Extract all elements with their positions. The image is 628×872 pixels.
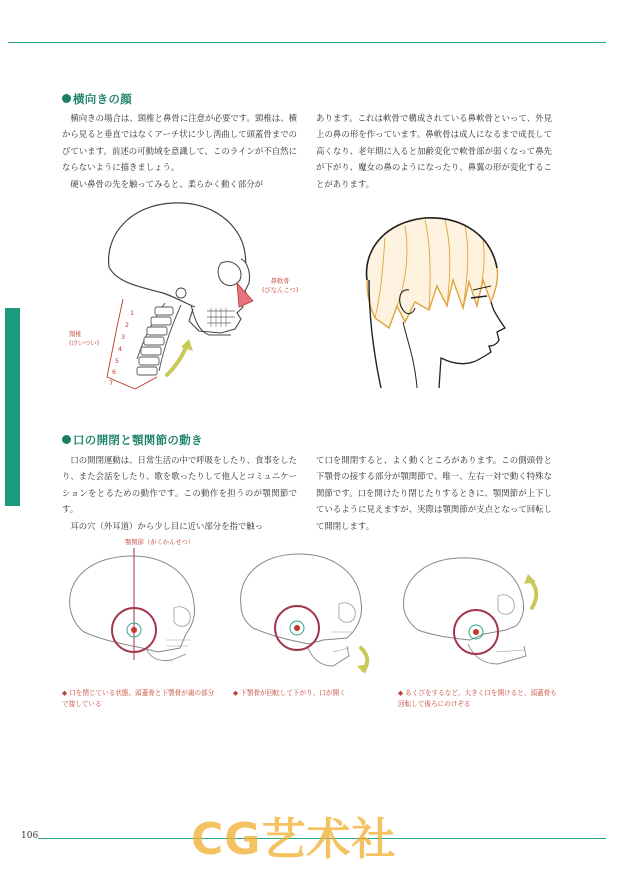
vertebra-number: 5 bbox=[115, 358, 120, 365]
caption-mouth-closed: ◆ 口を閉じている状態。頭蓋骨と下顎骨が歯の部分で接している bbox=[62, 689, 215, 708]
chapter-side-tab bbox=[5, 308, 20, 506]
page-number: 106 bbox=[21, 831, 39, 841]
section2-left-column bbox=[62, 452, 297, 534]
vertebra-number: 4 bbox=[118, 346, 123, 353]
paragraph: 横向きの場合は、頸椎と鼻骨に注意が必要です。頸椎は、横から見ると垂直ではなくアーチ状に少し湾曲して頭蓋骨までのびています。前述の可動域を意識して、このラインが不自然にならないように描きましょう。 bbox=[62, 113, 297, 173]
profile-head-illustration bbox=[345, 210, 525, 390]
caption-mouth-open: ◆ 下顎骨が回転して下がり、口が開く bbox=[233, 689, 346, 697]
paragraph: 耳の穴（外耳道）から少し目に近い部分を指で触っ bbox=[70, 520, 264, 531]
jaw-joint-label: 顎関節（がくかんせつ） bbox=[125, 539, 195, 546]
skull-side-illustration bbox=[95, 195, 310, 395]
watermark: CG艺术社 bbox=[191, 814, 397, 865]
skull-closed-illustration bbox=[62, 548, 212, 673]
paragraph: 口の開閉運動は、日常生活の中で呼吸をしたり、食事をしたり、また会話をしたり、歌を歌ったりして他人とコミュニケーションをとるための動作です。この動作を担うのが顎関節です。 bbox=[62, 455, 297, 515]
section-heading-jaw bbox=[62, 432, 203, 448]
paragraph: 硬い鼻骨の先を触ってみると、柔らかく動く部分が bbox=[70, 178, 264, 189]
cervical-vertebrae-label: 頸椎 (けいつい) bbox=[69, 331, 100, 347]
vertebra-number: 7 bbox=[109, 380, 114, 387]
section-heading-text: 口の開閉と顎関節の動き bbox=[73, 433, 203, 447]
section-heading-profile bbox=[62, 91, 132, 107]
section2-right-column bbox=[316, 452, 552, 534]
heading-bullet-icon bbox=[62, 94, 71, 103]
heading-bullet-icon bbox=[62, 435, 71, 444]
skull-yawn-illustration bbox=[398, 548, 548, 673]
vertebra-number: 2 bbox=[125, 322, 130, 329]
vertebra-number: 1 bbox=[130, 310, 135, 317]
paragraph: て口を開閉すると、よく動くところがあります。この側頭骨と下顎骨の接する部分が顎関節で、唯一、左右一対で動く特殊な関節です。口を開けたり閉じたりするときに、顎関節が上下しているように見えますが、実際は顎関節が支点となって回転して開閉します。 bbox=[316, 455, 552, 531]
vertebra-number: 6 bbox=[112, 369, 117, 376]
section1-left-column bbox=[62, 110, 297, 192]
caption-yawn: ◆ あくびをするなど、大きく口を開けると、頭蓋骨も回転して後ろにのけぞる bbox=[398, 689, 557, 708]
skull-side-figure bbox=[95, 195, 310, 395]
nasal-cartilage-label: 鼻軟骨 (びなんこつ) bbox=[262, 278, 299, 294]
paragraph: あります。これは軟骨で構成されている鼻軟骨といって、外見上の鼻の形を作っています。鼻軟骨は成人になるまで成長して高くなり、老年期に入ると加齢変化で軟骨部が弱くなって鼻先が下がり、魔女の鼻のようになったり、鼻翼の形が変化することがあります。 bbox=[316, 113, 552, 189]
top-rule bbox=[8, 42, 606, 43]
section-heading-text: 横向きの顔 bbox=[73, 92, 132, 106]
skull-open-illustration bbox=[233, 548, 383, 673]
profile-head-figure bbox=[345, 210, 525, 390]
skull-yawn-figure bbox=[398, 548, 548, 673]
skull-mouth-open-figure bbox=[233, 548, 383, 673]
skull-mouth-closed-figure bbox=[62, 548, 212, 673]
section1-right-column bbox=[316, 110, 552, 192]
vertebra-number: 3 bbox=[121, 334, 126, 341]
